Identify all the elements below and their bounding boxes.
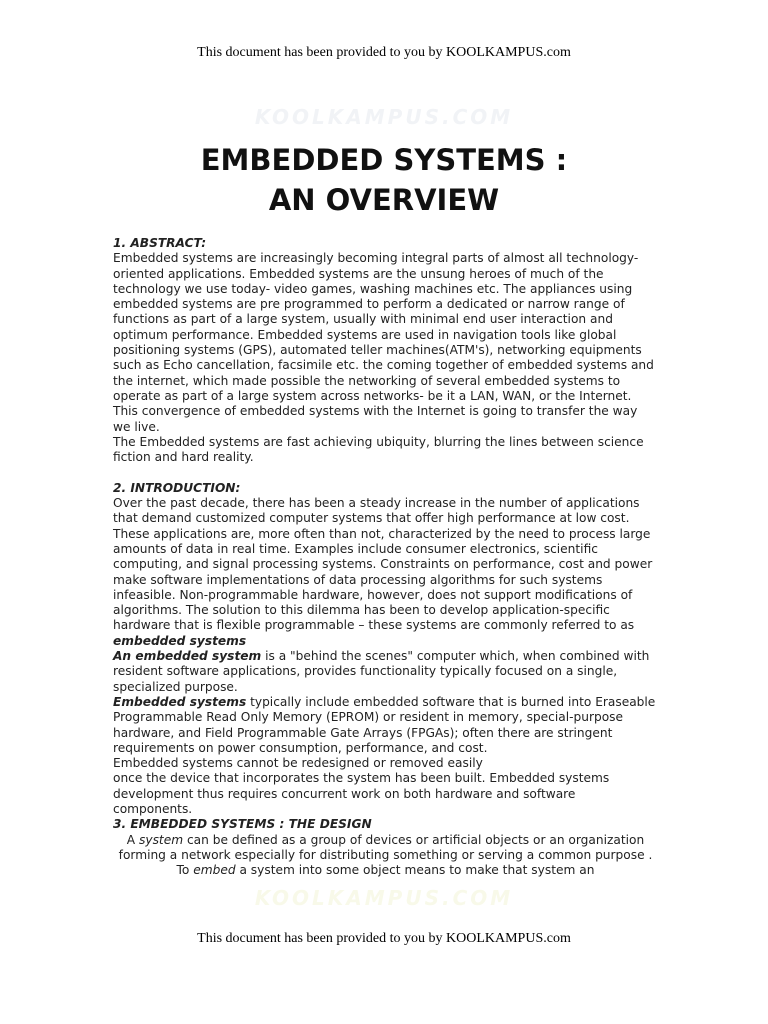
intro-p1-text: Over the past decade, there has been a steady increase in the number of applications that demand customized computer systems that offer high performance at low cost. These applications are, more often than not, characterized by the need to process large amounts of data in real time. Examples include consumer electronics, scientific computing, and signal processing systems. Constraints on performance, cost and power make software implementations of data processing algorithms for such systems infeasible. Non-programmable hardware, however, does not support modifications of algorithms. The solution to this dilemma has been to develop application-specific hardware that is flexible programmable – these systems are commonly referred to as [113, 496, 653, 633]
introduction-paragraph-5: once the device that incorporates the system has been built. Embedded systems development thus requires concurrent work on both hardware and software components. [113, 771, 610, 816]
introduction-paragraph-2 [113, 649, 658, 695]
introduction-paragraph-1 [113, 496, 658, 649]
design-p1-post: a system into some object means to make that system an [235, 863, 595, 878]
design-p1-mid: can be defined as a group of devices or artificial objects or an organization forming a network especially for distributing something or serving a common purpose . To [118, 832, 653, 878]
section-spacer [113, 465, 658, 480]
page-footer: This document has been provided to you by KOOLKAMPUS.com [197, 931, 571, 946]
intro-p3-text: typically include embedded software that is burned into Eraseable Programmable Read Only Memory (EPROM) or resident in memory, special-purpose hardware, and Field Programmable Gate Arrays (FPGAs); often there are stringent requirements on power consumption, performance, and cost. [113, 694, 656, 755]
design-p1-pre: A [126, 832, 140, 847]
introduction-heading: 2. INTRODUCTION: [113, 480, 241, 495]
design-p1-term-system: system [139, 832, 184, 847]
abstract-paragraph-1: Embedded systems are increasingly becoming integral parts of almost all technology-oriented applications. Embedded systems are the unsung heroes of much of the technology we use today- video games, washing machines etc. The appliances using embedded systems are pre programmed to perform a dedicated or narrow range of functions as part of a large system, usually with minimal end user interaction and optimum performance. Embedded systems are used in navigation tools like global positioning systems (GPS), automated teller machines(ATM's), networking equipments such as Echo cancellation, facsimile etc. the coming together of embedded systems and the internet, which made possible the networking of several embedded systems to operate as part of a large system across networks- be it a LAN, WAN, or the Internet. This convergence of embedded systems with the Internet is going to transfer the way we live. [113, 251, 654, 434]
intro-p2-term: An embedded system [113, 649, 262, 664]
document-title [0, 140, 768, 220]
intro-p2-text: is a "behind the scenes" computer which, when combined with resident software applications, provides functionality typically focused on a single, specialized purpose. [113, 649, 650, 694]
title-line-1: EMBEDDED SYSTEMS : [200, 143, 568, 177]
intro-p3-term: Embedded systems [113, 694, 247, 709]
abstract-paragraph-2: The Embedded systems are fast achieving ubiquity, blurring the lines between science fiction and hard reality. [113, 434, 644, 465]
design-paragraph-1 [113, 833, 658, 879]
page-header: This document has been provided to you by KOOLKAMPUS.com [197, 45, 571, 60]
introduction-paragraph-4: Embedded systems cannot be redesigned or removed easily [113, 756, 483, 771]
watermark-logo: KOOLKAMPUS.COM [254, 105, 514, 129]
abstract-heading: 1. ABSTRACT: [113, 236, 207, 250]
intro-p1-term: embedded systems [113, 633, 247, 648]
design-p1-term-embed: embed [193, 863, 236, 878]
watermark-logo-bottom: KOOLKAMPUS.COM [254, 886, 514, 910]
introduction-paragraph-3 [113, 695, 658, 756]
title-line-2: AN OVERVIEW [268, 183, 500, 217]
document-body [113, 236, 658, 878]
design-heading: 3. EMBEDDED SYSTEMS : THE DESIGN [113, 817, 372, 832]
